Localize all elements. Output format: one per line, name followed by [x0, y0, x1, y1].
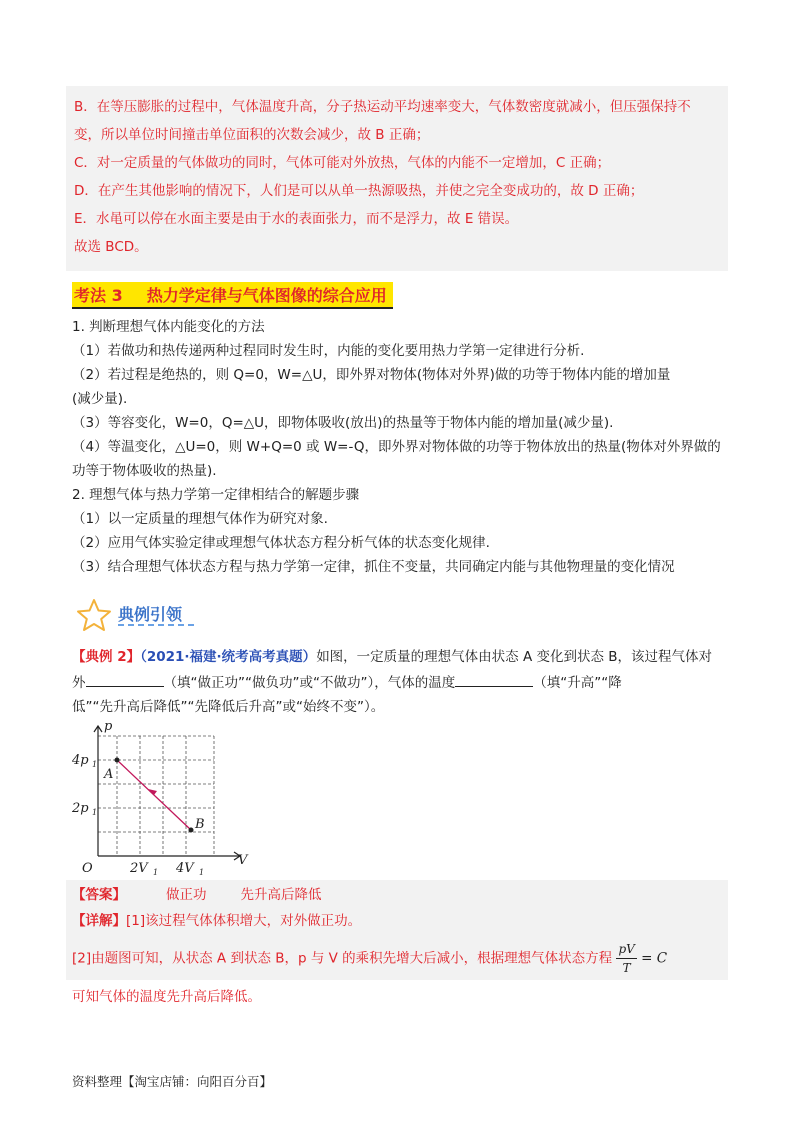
- detail-2: [2]由题图可知，从状态 A 到状态 B，p 与 V 的乘积先增大后减小，根据理想气体状态方程: [72, 950, 613, 967]
- explanation-box: [66, 86, 728, 271]
- option-b-line2: 变，所以单位时间撞击单位面积的次数会减少，故 B 正确；: [74, 127, 430, 143]
- option-c-line: C．对一定质量的气体做功的同时，气体可能对外放热，气体的内能不一定增加，C 正确；: [74, 155, 611, 171]
- answer-tag: 【答案】: [72, 887, 126, 903]
- graph-axes: [94, 726, 240, 860]
- example-line1: [72, 648, 712, 666]
- x-axis-label: V: [238, 853, 248, 868]
- steps-title: 2. 理想气体与热力学第一定律相结合的解题步骤: [72, 487, 360, 503]
- answer-2: 先升高后降低: [240, 887, 322, 903]
- detail-line2: [72, 940, 667, 977]
- conclusion-line: 故选 BCD。: [74, 239, 148, 255]
- section-heading: [72, 282, 393, 309]
- method-item-3: （3）等容变化，W=0，Q=△U，即物体吸收(放出)的热量等于物体内能的增加量(减少量).: [72, 415, 614, 431]
- method-item-2-cont: (减少量).: [72, 391, 128, 407]
- answer-blank-2[interactable]: [455, 674, 533, 687]
- detail-tag: 【详解】: [72, 913, 126, 929]
- answer-blank-1[interactable]: [86, 674, 164, 687]
- answer-1: 做正功: [166, 887, 207, 903]
- x-tick-2v: 2V: [130, 861, 148, 876]
- step-1: （1）以一定质量的理想气体作为研究对象.: [72, 511, 328, 527]
- pv-graph: [72, 722, 262, 886]
- fraction-denominator: T: [622, 961, 631, 975]
- method-item-2: （2）若过程是绝热的，则 Q=0，W=△U，即外界对物体(物体对外界)做的功等于物体内能的增加量: [72, 367, 671, 383]
- example-header: 典例引领: [118, 605, 183, 624]
- example-q1: 如图，一定质量的理想气体由状态 A 变化到状态 B，该过程气体对: [316, 649, 713, 665]
- heading-number: 考法 3: [74, 286, 123, 305]
- example-header-underline: [118, 624, 194, 626]
- example-q2c: （填“升高”“降: [533, 675, 622, 691]
- step-2: （2）应用气体实验定律或理想气体状态方程分析气体的状态变化规律.: [72, 535, 490, 551]
- detail-line3: 可知气体的温度先升高后降低。: [72, 989, 261, 1005]
- example-q2a: 外: [72, 675, 86, 691]
- example-line2: [72, 674, 622, 692]
- footer-note: 资料整理【淘宝店铺：向阳百分百】: [72, 1074, 273, 1089]
- method-item-4: （4）等温变化，△U=0，则 W+Q=0 或 W=-Q，即外界对物体做的功等于物体放出的热量(物体对外界做的: [72, 439, 721, 455]
- x-tick-2v-sub: 1: [153, 868, 159, 877]
- step-3: （3）结合理想气体状态方程与热力学第一定律，抓住不变量，共同确定内能与其他物理量的变化情况: [72, 559, 675, 575]
- answer-line: [72, 886, 322, 904]
- example-source: （2021·福建·统考高考真题）: [140, 649, 317, 665]
- point-b-dot: [189, 828, 194, 833]
- example-line3: 低”“先升高后降低”“先降低后升高”或“始终不变”）。: [72, 699, 385, 715]
- y-axis-label: p: [104, 722, 113, 734]
- equation-fraction: [616, 940, 636, 977]
- heading-title: 热力学定律与气体图像的综合应用: [146, 286, 387, 305]
- y-tick-4p: 4p: [72, 753, 89, 768]
- x-tick-4v: 4V: [176, 861, 194, 876]
- x-tick-4v-sub: 1: [199, 868, 205, 877]
- detail-1: [1]该过程气体体积增大，对外做正功。: [126, 913, 362, 929]
- star-icon: [76, 598, 112, 636]
- point-a-label: A: [104, 767, 114, 782]
- y-tick-4p-sub: 1: [92, 760, 98, 769]
- example-tag: 【典例 2】: [72, 649, 141, 665]
- answer-box: [66, 880, 728, 980]
- option-e-line: E．水黾可以停在水面主要是由于水的表面张力，而不是浮力，故 E 错误。: [74, 211, 519, 227]
- y-tick-2p-sub: 1: [92, 808, 98, 817]
- fraction-numerator: pV: [616, 940, 636, 959]
- example-q2b: （填“做正功”“做负功”或“不做功”），气体的温度: [163, 675, 456, 691]
- option-b-line1: B．在等压膨胀的过程中，气体温度升高，分子热运动平均速率变大，气体数密度就减小，但压强保持不: [74, 99, 691, 115]
- method-item-4-cont: 功等于物体吸收的热量).: [72, 463, 217, 479]
- method-title: 1. 判断理想气体内能变化的方法: [72, 319, 265, 335]
- point-b-label: B: [195, 817, 205, 832]
- method-item-1: （1）若做功和热传递两种过程同时发生时，内能的变化要用热力学第一定律进行分析.: [72, 343, 585, 359]
- origin-label: O: [82, 861, 93, 876]
- y-tick-2p: 2p: [72, 801, 89, 816]
- option-d-line: D．在产生其他影响的情况下，人们是可以从单一热源吸热，并使之完全变成功的，故 D 正确；: [74, 183, 644, 199]
- detail-line1: [72, 912, 361, 930]
- point-a-dot: [115, 758, 120, 763]
- equation-rhs: = C: [641, 950, 668, 967]
